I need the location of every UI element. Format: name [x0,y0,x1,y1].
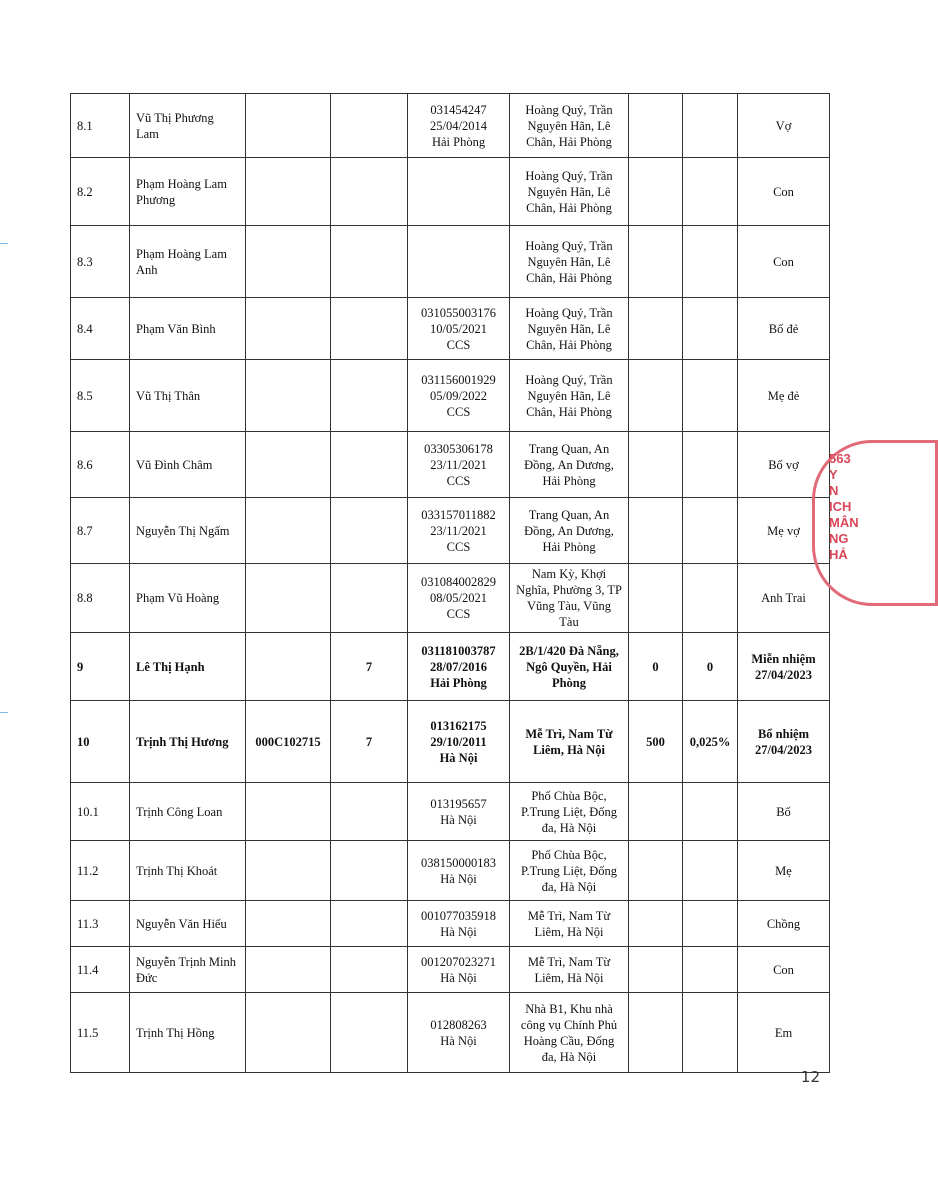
cell-securities-account: 000C102715 [246,701,331,783]
cell-securities-account [246,841,331,901]
cell-full-name: Phạm Hoàng Lam Phương [130,158,246,226]
cell-address: Hoàng Quý, Trần Nguyên Hãn, Lê Chân, Hải Phòng [510,94,629,158]
seal-text: 563 Y N ICH MÂN NG HẢ [829,451,859,562]
cell-address: Trang Quan, An Đồng, An Dương, Hải Phòng [510,498,629,564]
cell-position-code [331,360,408,432]
cell-relationship: Bố vợ [738,432,830,498]
cell-securities-account [246,901,331,947]
cell-full-name: Phạm Văn Bình [130,298,246,360]
cell-securities-account [246,298,331,360]
cell-ownership-ratio: 0,025% [683,701,738,783]
cell-ownership-ratio [683,947,738,993]
cell-id-document [408,158,510,226]
cell-ownership-ratio [683,901,738,947]
cell-index: 10.1 [71,783,130,841]
cell-relationship: Con [738,158,830,226]
cell-ownership-ratio [683,158,738,226]
cell-id-document: 031084002829 08/05/2021 CCS [408,564,510,633]
cell-position-code [331,947,408,993]
cell-id-document [408,226,510,298]
cell-full-name: Phạm Hoàng Lam Anh [130,226,246,298]
cell-shares [629,226,683,298]
cell-address: Hoàng Quý, Trần Nguyên Hãn, Lê Chân, Hải Phòng [510,360,629,432]
cell-full-name: Phạm Vũ Hoàng [130,564,246,633]
cell-shares: 500 [629,701,683,783]
cell-relationship: Vợ [738,94,830,158]
cell-shares [629,783,683,841]
cell-ownership-ratio [683,841,738,901]
cell-shares [629,432,683,498]
cell-securities-account [246,360,331,432]
cell-securities-account [246,158,331,226]
cell-shares [629,298,683,360]
cell-relationship: Bố [738,783,830,841]
cell-full-name: Trịnh Thị Hương [130,701,246,783]
cell-address: Hoàng Quý, Trần Nguyên Hãn, Lê Chân, Hải Phòng [510,226,629,298]
cell-id-document: 031055003176 10/05/2021 CCS [408,298,510,360]
cell-ownership-ratio: 0 [683,633,738,701]
table-row [71,432,830,498]
cell-id-document: 031454247 25/04/2014 Hải Phòng [408,94,510,158]
cell-shares [629,841,683,901]
table-row [71,841,830,901]
cell-ownership-ratio [683,498,738,564]
cell-index: 8.6 [71,432,130,498]
cell-relationship: Miễn nhiệm 27/04/2023 [738,633,830,701]
cell-index: 8.7 [71,498,130,564]
cell-full-name: Trịnh Công Loan [130,783,246,841]
cell-securities-account [246,993,331,1073]
cell-full-name: Nguyễn Văn Hiếu [130,901,246,947]
cell-index: 10 [71,701,130,783]
cell-position-code [331,498,408,564]
cell-index: 8.4 [71,298,130,360]
cell-address: Phố Chùa Bộc, P.Trung Liệt, Đống đa, Hà Nội [510,783,629,841]
cell-relationship: Em [738,993,830,1073]
cell-shares [629,94,683,158]
company-seal [812,440,938,606]
table-row [71,783,830,841]
cell-index: 8.3 [71,226,130,298]
cell-ownership-ratio [683,226,738,298]
cell-relationship: Bổ nhiệm 27/04/2023 [738,701,830,783]
cell-relationship: Bố đẻ [738,298,830,360]
cell-ownership-ratio [683,783,738,841]
cell-position-code [331,901,408,947]
cell-index: 11.5 [71,993,130,1073]
cell-ownership-ratio [683,360,738,432]
cell-id-document: 001207023271 Hà Nội [408,947,510,993]
cell-id-document: 033157011882 23/11/2021 CCS [408,498,510,564]
cell-full-name: Nguyễn Thị Ngấm [130,498,246,564]
cell-address: Trang Quan, An Đồng, An Dương, Hải Phòng [510,432,629,498]
cell-position-code [331,841,408,901]
cell-full-name: Vũ Thị Phương Lam [130,94,246,158]
cell-ownership-ratio [683,94,738,158]
cell-ownership-ratio [683,993,738,1073]
table-row [71,360,830,432]
cell-position-code [331,226,408,298]
cell-shares [629,158,683,226]
cell-ownership-ratio [683,432,738,498]
table-row [71,993,830,1073]
table-row [71,633,830,701]
cell-index: 11.2 [71,841,130,901]
cell-id-document: 013162175 29/10/2011 Hà Nội [408,701,510,783]
cell-securities-account [246,498,331,564]
cell-full-name: Vũ Đình Châm [130,432,246,498]
cell-relationship: Chồng [738,901,830,947]
cell-position-code [331,158,408,226]
cell-id-document: 013195657 Hà Nội [408,783,510,841]
cell-id-document: 038150000183 Hà Nội [408,841,510,901]
cell-relationship: Mẹ vợ [738,498,830,564]
cell-id-document: 012808263 Hà Nội [408,993,510,1073]
table-row [71,298,830,360]
cell-relationship: Con [738,947,830,993]
cell-full-name: Trịnh Thị Hồng [130,993,246,1073]
cell-position-code [331,783,408,841]
cell-full-name: Vũ Thị Thân [130,360,246,432]
table-row [71,947,830,993]
cell-index: 11.4 [71,947,130,993]
cell-address: Mễ Trì, Nam Từ Liêm, Hà Nội [510,701,629,783]
cell-securities-account [246,226,331,298]
cell-address: Nhà B1, Khu nhà công vụ Chính Phủ Hoàng Cầu, Đống đa, Hà Nội [510,993,629,1073]
table-row [71,158,830,226]
cell-index: 8.8 [71,564,130,633]
cell-ownership-ratio [683,564,738,633]
cell-shares: 0 [629,633,683,701]
cell-index: 8.5 [71,360,130,432]
margin-mark [0,243,8,244]
table-row [71,498,830,564]
margin-mark [0,712,8,713]
cell-shares [629,360,683,432]
table-row [71,564,830,633]
cell-index: 9 [71,633,130,701]
cell-position-code: 7 [331,633,408,701]
cell-position-code [331,993,408,1073]
table-row [71,701,830,783]
cell-relationship: Mẹ đẻ [738,360,830,432]
cell-full-name: Lê Thị Hạnh [130,633,246,701]
table-row [71,901,830,947]
cell-shares [629,993,683,1073]
cell-id-document: 03305306178 23/11/2021 CCS [408,432,510,498]
cell-address: Mễ Trì, Nam Từ Liêm, Hà Nội [510,901,629,947]
cell-index: 8.2 [71,158,130,226]
cell-address: 2B/1/420 Đà Nẵng, Ngô Quyền, Hải Phòng [510,633,629,701]
cell-position-code: 7 [331,701,408,783]
related-persons-table [70,93,830,1073]
cell-securities-account [246,633,331,701]
cell-shares [629,901,683,947]
cell-index: 11.3 [71,901,130,947]
cell-position-code [331,432,408,498]
cell-securities-account [246,94,331,158]
cell-address: Nam Kỳ, Khợi Nghĩa, Phường 3, TP Vũng Tàu, Vũng Tàu [510,564,629,633]
page-number: 12 [800,1068,820,1086]
cell-address: Hoàng Quý, Trần Nguyên Hãn, Lê Chân, Hải Phòng [510,298,629,360]
cell-securities-account [246,783,331,841]
cell-address: Mễ Trì, Nam Từ Liêm, Hà Nội [510,947,629,993]
cell-index: 8.1 [71,94,130,158]
cell-securities-account [246,564,331,633]
cell-shares [629,564,683,633]
cell-address: Phố Chùa Bộc, P.Trung Liệt, Đống đa, Hà Nội [510,841,629,901]
table-row [71,94,830,158]
cell-relationship: Mẹ [738,841,830,901]
cell-relationship: Con [738,226,830,298]
cell-shares [629,947,683,993]
cell-position-code [331,94,408,158]
cell-position-code [331,564,408,633]
cell-shares [629,498,683,564]
cell-position-code [331,298,408,360]
cell-id-document: 031181003787 28/07/2016 Hải Phòng [408,633,510,701]
table-row [71,226,830,298]
cell-id-document: 001077035918 Hà Nội [408,901,510,947]
cell-full-name: Nguyễn Trịnh Minh Đức [130,947,246,993]
cell-relationship: Anh Trai [738,564,830,633]
cell-ownership-ratio [683,298,738,360]
cell-id-document: 031156001929 05/09/2022 CCS [408,360,510,432]
cell-address: Hoàng Quý, Trần Nguyên Hãn, Lê Chân, Hải Phòng [510,158,629,226]
cell-full-name: Trịnh Thị Khoát [130,841,246,901]
cell-securities-account [246,432,331,498]
cell-securities-account [246,947,331,993]
